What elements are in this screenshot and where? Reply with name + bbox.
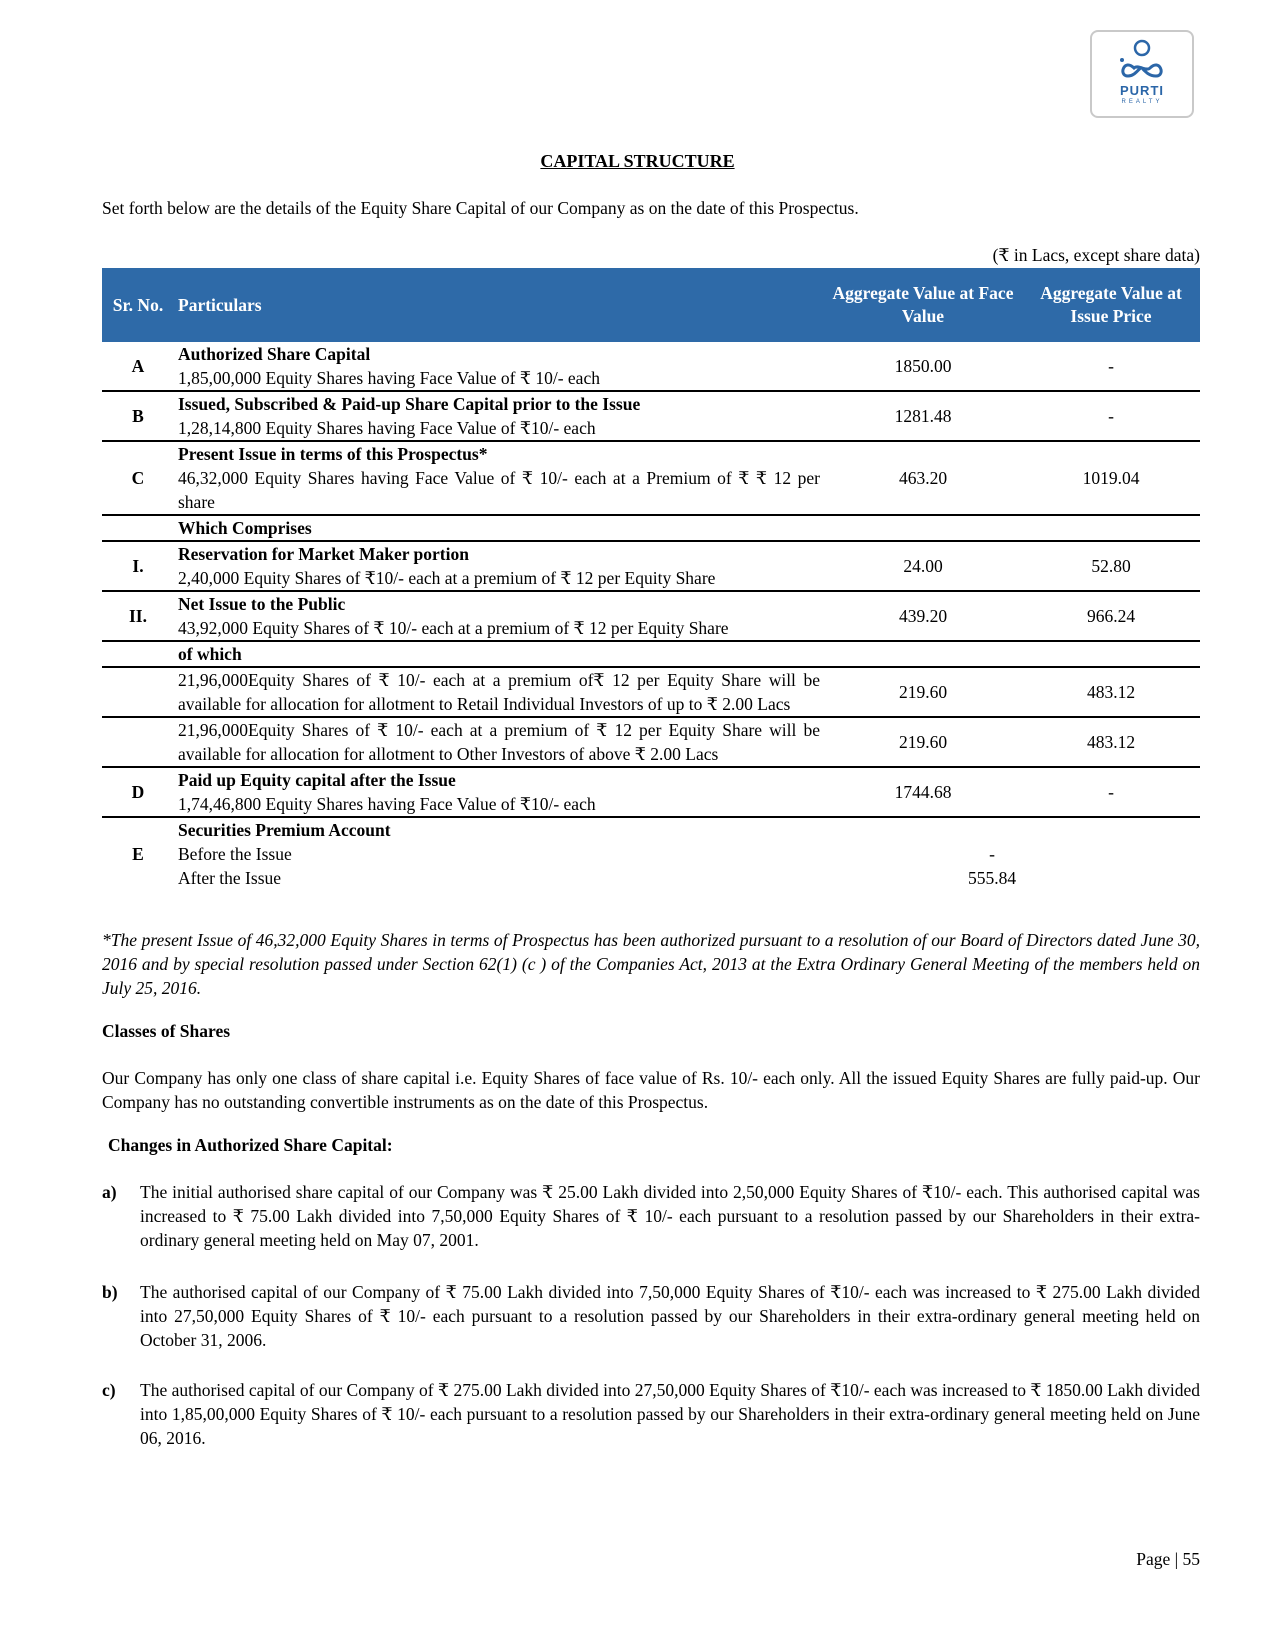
table-row: [102, 515, 1200, 541]
changes-heading: Changes in Authorized Share Capital:: [108, 1135, 393, 1155]
list-item: [102, 1378, 1200, 1450]
table-row: [102, 717, 1200, 767]
row-face-value: 1281.48: [824, 391, 1022, 441]
classes-heading: Classes of Shares: [102, 1021, 231, 1041]
row-issue-value: 1019.04: [1022, 441, 1200, 515]
row-issue-value: 483.12: [1022, 717, 1200, 767]
row-face-value: 1850.00: [824, 342, 1022, 391]
row-sr: II.: [102, 591, 174, 641]
table-header-row: [102, 268, 1200, 342]
table-row: [102, 641, 1200, 667]
logo-brand: PURTI: [1120, 83, 1164, 98]
after-issue-label: After the Issue: [178, 868, 282, 888]
premium-values: [824, 817, 1200, 890]
row-text: 43,92,000 Equity Shares of ₹ 10/- each at a premium of ₹ 12 per Equity Share: [178, 618, 729, 638]
row-particulars: [174, 591, 824, 641]
page-number: Page | 55: [1136, 1549, 1200, 1569]
unit-note: (₹ in Lacs, except share data): [992, 245, 1200, 265]
company-logo: [1090, 30, 1194, 118]
row-heading: Issued, Subscribed & Paid-up Share Capital prior to the Issue: [178, 394, 641, 414]
row-particulars: [174, 391, 824, 441]
row-particulars: [174, 667, 824, 717]
list-item: [102, 1280, 1200, 1352]
table-row: [102, 391, 1200, 441]
row-particulars: [174, 767, 824, 817]
table-row-securities-premium: [102, 817, 1200, 890]
row-heading: Authorized Share Capital: [178, 344, 371, 364]
row-face-value: 219.60: [824, 667, 1022, 717]
row-heading: Net Issue to the Public: [178, 594, 346, 614]
list-item-text: The authorised capital of our Company of ₹ 275.00 Lakh divided into 27,50,000 Equity Shares of ₹10/- each was increased to ₹ 1850.00 Lakh divided into 1,85,00,000 Equity Shares of ₹ 10/- each pursuant to a resolution passed by our Shareholders in their extra-ordinary general meeting held on June 06, 2016.: [140, 1380, 1200, 1448]
row-issue-value: 52.80: [1022, 541, 1200, 591]
capital-structure-table: [102, 268, 1200, 890]
row-text: 2,40,000 Equity Shares of ₹10/- each at a premium of ₹ 12 per Equity Share: [178, 568, 716, 588]
list-item-label: b): [102, 1282, 118, 1302]
row-heading: Which Comprises: [178, 518, 312, 538]
row-issue-value: -: [1022, 342, 1200, 391]
logo-subtitle: REALTY: [1121, 99, 1163, 105]
list-item-label: a): [102, 1182, 117, 1202]
row-sr: E: [132, 844, 144, 864]
row-text: 1,74,46,800 Equity Shares having Face Value of ₹10/- each: [178, 794, 596, 814]
row-face-value: 219.60: [824, 717, 1022, 767]
before-issue-label: Before the Issue: [178, 844, 292, 864]
table-row: [102, 667, 1200, 717]
row-heading: Present Issue in terms of this Prospectus*: [178, 444, 488, 464]
table-footnote: *The present Issue of 46,32,000 Equity Shares in terms of Prospectus has been authorized pursuant to a resolution of our Board of Directors dated June 30, 2016 and by special resolution passed under Section 62(1) (c ) of the Companies Act, 2013 at the Extra Ordinary General Meeting of the members held on July 25, 2016.: [102, 930, 1200, 998]
purti-emblem-icon: [1114, 38, 1170, 84]
table-row: [102, 342, 1200, 391]
classes-text: Our Company has only one class of share capital i.e. Equity Shares of face value of Rs. 10/- each only. All the issued Equity Shares are fully paid-up. Our Company has no outstanding convertible instruments as on the date of this Prospectus.: [102, 1068, 1200, 1112]
row-issue-value: 966.24: [1022, 591, 1200, 641]
row-particulars: [174, 515, 824, 541]
row-issue-value: -: [1022, 391, 1200, 441]
row-particulars: [174, 641, 824, 667]
after-issue-value: 555.84: [967, 868, 1017, 888]
row-text: 46,32,000 Equity Shares having Face Value of ₹ 10/- each at a Premium of ₹ ₹ 12 per share: [178, 468, 820, 512]
row-heading: Reservation for Market Maker portion: [178, 544, 469, 564]
row-text: 1,85,00,000 Equity Shares having Face Value of ₹ 10/- each: [178, 368, 600, 388]
row-sr: B: [102, 391, 174, 441]
row-issue-value: 483.12: [1022, 667, 1200, 717]
row-particulars: [174, 441, 824, 515]
header-sr-no: Sr. No.: [102, 268, 174, 342]
table-row: [102, 767, 1200, 817]
row-face-value: 439.20: [824, 591, 1022, 641]
before-issue-value: -: [989, 844, 995, 864]
row-heading: of which: [178, 644, 242, 664]
row-text: 21,96,000Equity Shares of ₹ 10/- each at a premium of₹ 12 per Equity Share will be available for allocation for allotment to Retail Individual Investors of up to ₹ 2.00 Lacs: [178, 670, 820, 714]
list-item-text: The initial authorised share capital of our Company was ₹ 25.00 Lakh divided into 2,50,000 Equity Shares of ₹10/- each. This authorised capital was increased to ₹ 75.00 Lakh divided into 7,50,000 Equity Shares of ₹ 10/- each pursuant to a resolution passed by our Shareholders in their extra-ordinary general meeting held on May 07, 2001.: [140, 1182, 1200, 1250]
table-row: [102, 541, 1200, 591]
table-row: [102, 441, 1200, 515]
row-heading: Paid up Equity capital after the Issue: [178, 770, 456, 790]
row-text: 21,96,000Equity Shares of ₹ 10/- each at a premium of ₹ 12 per Equity Share will be available for allocation for allotment to Other Investors of above ₹ 2.00 Lacs: [178, 720, 820, 764]
row-sr: A: [102, 342, 174, 391]
row-face-value: 1744.68: [824, 767, 1022, 817]
table-row: [102, 591, 1200, 641]
row-particulars: [174, 541, 824, 591]
row-issue-value: -: [1022, 767, 1200, 817]
row-sr: C: [102, 441, 174, 515]
header-particulars: Particulars: [174, 268, 824, 342]
row-face-value: 463.20: [824, 441, 1022, 515]
list-item-text: The authorised capital of our Company of ₹ 75.00 Lakh divided into 7,50,000 Equity Shares of ₹10/- each was increased to ₹ 275.00 Lakh divided into 27,50,000 Equity Shares of ₹ 10/- each pursuant to a resolution passed by our Shareholders in their extra-ordinary general meeting held on October 31, 2006.: [140, 1282, 1200, 1350]
row-particulars: [174, 717, 824, 767]
list-item: [102, 1180, 1200, 1252]
header-issue-price: Aggregate Value at Issue Price: [1022, 268, 1200, 342]
row-heading: Securities Premium Account: [178, 820, 391, 840]
header-face-value: Aggregate Value at Face Value: [824, 268, 1022, 342]
row-sr: D: [102, 767, 174, 817]
row-face-value: 24.00: [824, 541, 1022, 591]
intro-text: Set forth below are the details of the Equity Share Capital of our Company as on the date of this Prospectus.: [102, 198, 859, 218]
list-item-label: c): [102, 1380, 116, 1400]
row-particulars: [174, 342, 824, 391]
row-text: 1,28,14,800 Equity Shares having Face Value of ₹10/- each: [178, 418, 596, 438]
page-title: CAPITAL STRUCTURE: [540, 151, 735, 171]
row-sr: I.: [102, 541, 174, 591]
row-particulars: [174, 817, 824, 890]
